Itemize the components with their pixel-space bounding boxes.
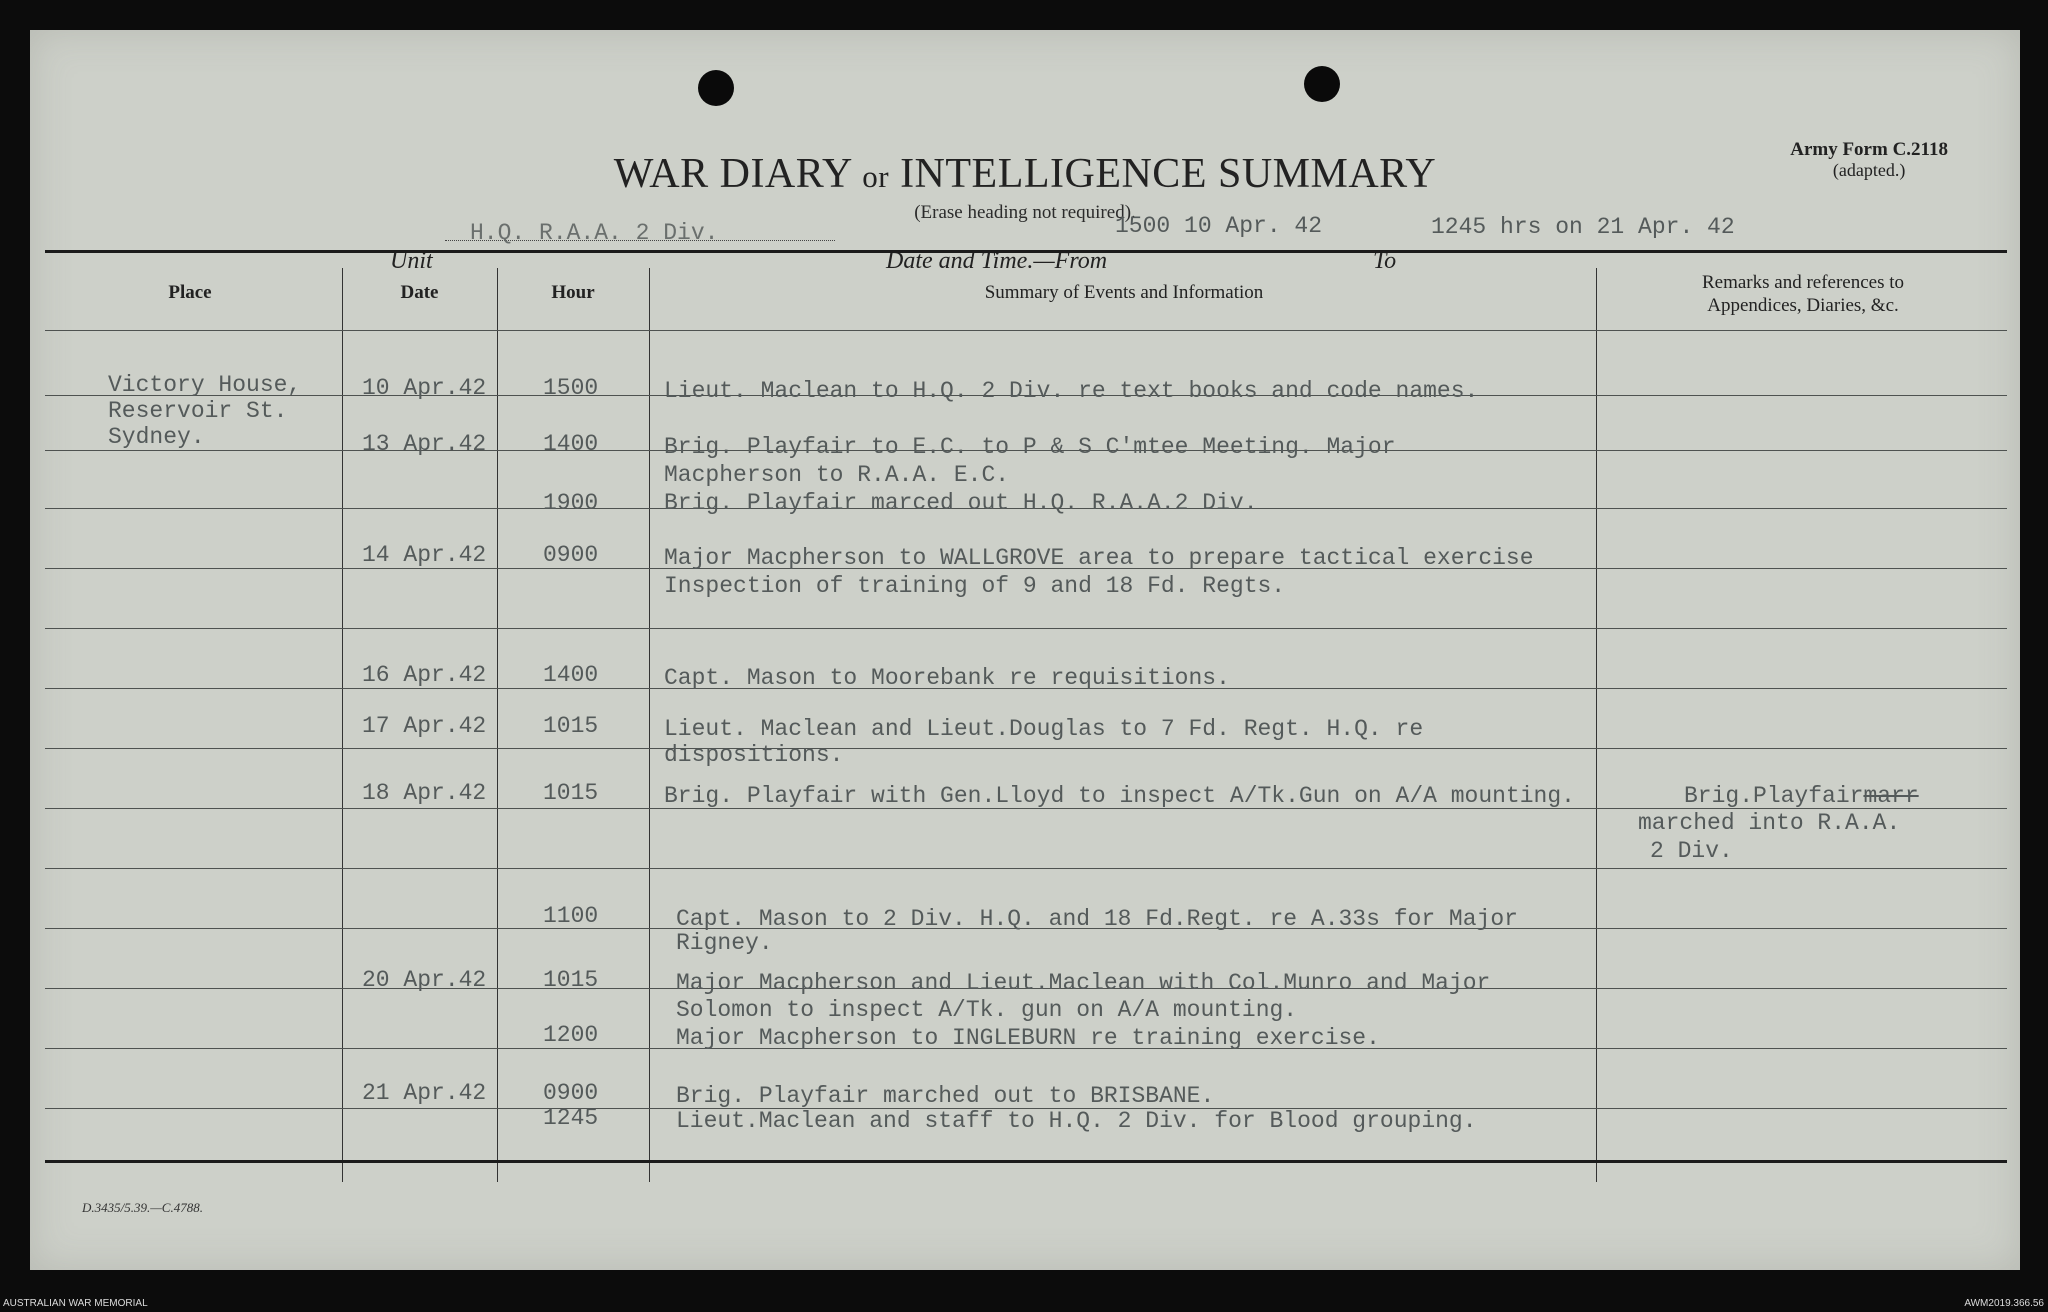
punch-hole-right — [1304, 66, 1340, 102]
summary-line: Brig. Playfair with Gen.Lloyd to inspect A/Tk.Gun on A/A mounting. — [664, 783, 1575, 809]
archive-caption-left: AUSTRALIAN WAR MEMORIAL — [3, 1298, 148, 1309]
remarks-struck-text: marr — [1863, 783, 1919, 809]
date-cell: 20 Apr.42 — [362, 967, 487, 993]
title-main: WAR DIARY — [613, 151, 852, 197]
col-header-remarks — [1598, 272, 2008, 318]
col-header-date: Date — [400, 282, 439, 303]
place-line: Sydney. — [108, 424, 205, 450]
ruled-line — [45, 868, 2007, 869]
army-form-number: Army Form C.2118 — [1790, 139, 1948, 160]
remarks-text: Brig.Playfair — [1684, 783, 1864, 809]
ruled-line — [45, 748, 2007, 749]
place-line: Reservoir St. — [108, 398, 288, 424]
to-value: 1245 hrs on 21 Apr. 42 — [1431, 214, 1735, 240]
punch-hole-left — [698, 70, 734, 106]
summary-line: Brig. Playfair to E.C. to P & S C'mtee Meeting. Major — [664, 434, 1396, 460]
unit-value: H.Q. R.A.A. 2 Div. — [470, 220, 719, 246]
datetime-label: Date and Time.—From — [886, 248, 1108, 274]
summary-line: Major Macpherson to WALLGROVE area to prepare tactical exercise — [664, 545, 1534, 571]
archive-caption-right: AWM2019.366.56 — [1964, 1298, 2044, 1309]
hour-cell: 1400 — [543, 431, 599, 457]
col-header-place: Place — [168, 282, 212, 303]
ruled-line — [45, 628, 2007, 629]
hour-cell: 1245 — [543, 1105, 599, 1131]
date-cell: 17 Apr.42 — [362, 713, 487, 739]
place-line: Victory House, — [108, 372, 302, 398]
diary-page — [30, 30, 2020, 1270]
summary-line: dispositions. — [664, 742, 844, 768]
date-cell: 16 Apr.42 — [362, 662, 487, 688]
hour-cell: 1015 — [543, 780, 599, 806]
hour-cell: 1400 — [543, 662, 599, 688]
summary-line: Lieut. Maclean and Lieut.Douglas to 7 Fd. Regt. H.Q. re — [664, 716, 1424, 742]
summary-line: Brig. Playfair marced out H.Q. R.A.A.2 Div. — [664, 490, 1258, 516]
ruled-line — [45, 330, 2007, 331]
hour-cell: 1015 — [543, 967, 599, 993]
summary-line: Capt. Mason to 2 Div. H.Q. and 18 Fd.Regt. re A.33s for Major — [676, 906, 1518, 932]
remarks-line: marched into R.A.A. — [1638, 810, 1901, 836]
summary-line: Capt. Mason to Moorebank re requisitions. — [664, 665, 1230, 691]
hour-cell: 0900 — [543, 1080, 599, 1106]
hour-cell: 1200 — [543, 1022, 599, 1048]
col-header-remarks-line2: Appendices, Diaries, &c. — [1707, 294, 1899, 316]
date-cell: 21 Apr.42 — [362, 1080, 487, 1106]
col-header-summary: Summary of Events and Information — [984, 282, 1264, 303]
col-header-remarks-line1: Remarks and references to — [1701, 272, 1905, 293]
summary-line: Lieut.Maclean and staff to H.Q. 2 Div. for Blood grouping. — [676, 1108, 1477, 1134]
date-cell: 10 Apr.42 — [362, 375, 487, 401]
hour-cell: 1015 — [543, 713, 599, 739]
to-label: To — [1373, 248, 1397, 274]
hour-cell: 1100 — [543, 903, 599, 929]
hour-cell: 1500 — [543, 375, 599, 401]
remarks-line — [1684, 783, 1919, 809]
date-cell: 13 Apr.42 — [362, 431, 487, 457]
title-or: or — [862, 159, 890, 194]
hour-cell: 1900 — [543, 490, 599, 516]
date-cell: 18 Apr.42 — [362, 780, 487, 806]
summary-line: Lieut. Maclean to H.Q. 2 Div. re text books and code names. — [664, 378, 1479, 404]
page-title — [30, 150, 2020, 198]
summary-line: Solomon to inspect A/Tk. gun on A/A mounting. — [676, 997, 1298, 1023]
summary-line: Rigney. — [676, 930, 773, 956]
unit-label: Unit — [390, 248, 433, 274]
summary-line: Macpherson to R.A.A. E.C. — [664, 462, 1010, 488]
remarks-line: 2 Div. — [1650, 838, 1733, 864]
from-value: 1500 10 Apr. 42 — [1115, 213, 1323, 239]
summary-line: Major Macpherson to INGLEBURN re training exercise. — [676, 1025, 1380, 1051]
summary-line: Inspection of training of 9 and 18 Fd. Regts. — [664, 573, 1286, 599]
page-subtitle: (Erase heading not required). — [914, 202, 1136, 223]
summary-line: Brig. Playfair marched out to BRISBANE. — [676, 1083, 1215, 1109]
date-cell: 14 Apr.42 — [362, 542, 487, 568]
title-end: INTELLIGENCE SUMMARY — [900, 151, 1437, 197]
form-code: D.3435/5.39.—C.4788. — [82, 1200, 203, 1215]
col-header-hour: Hour — [551, 282, 595, 303]
army-form-note: (adapted.) — [1832, 159, 1906, 180]
hour-cell: 0900 — [543, 542, 599, 568]
summary-line: Major Macpherson and Lieut.Maclean with Col.Munro and Major — [676, 970, 1491, 996]
